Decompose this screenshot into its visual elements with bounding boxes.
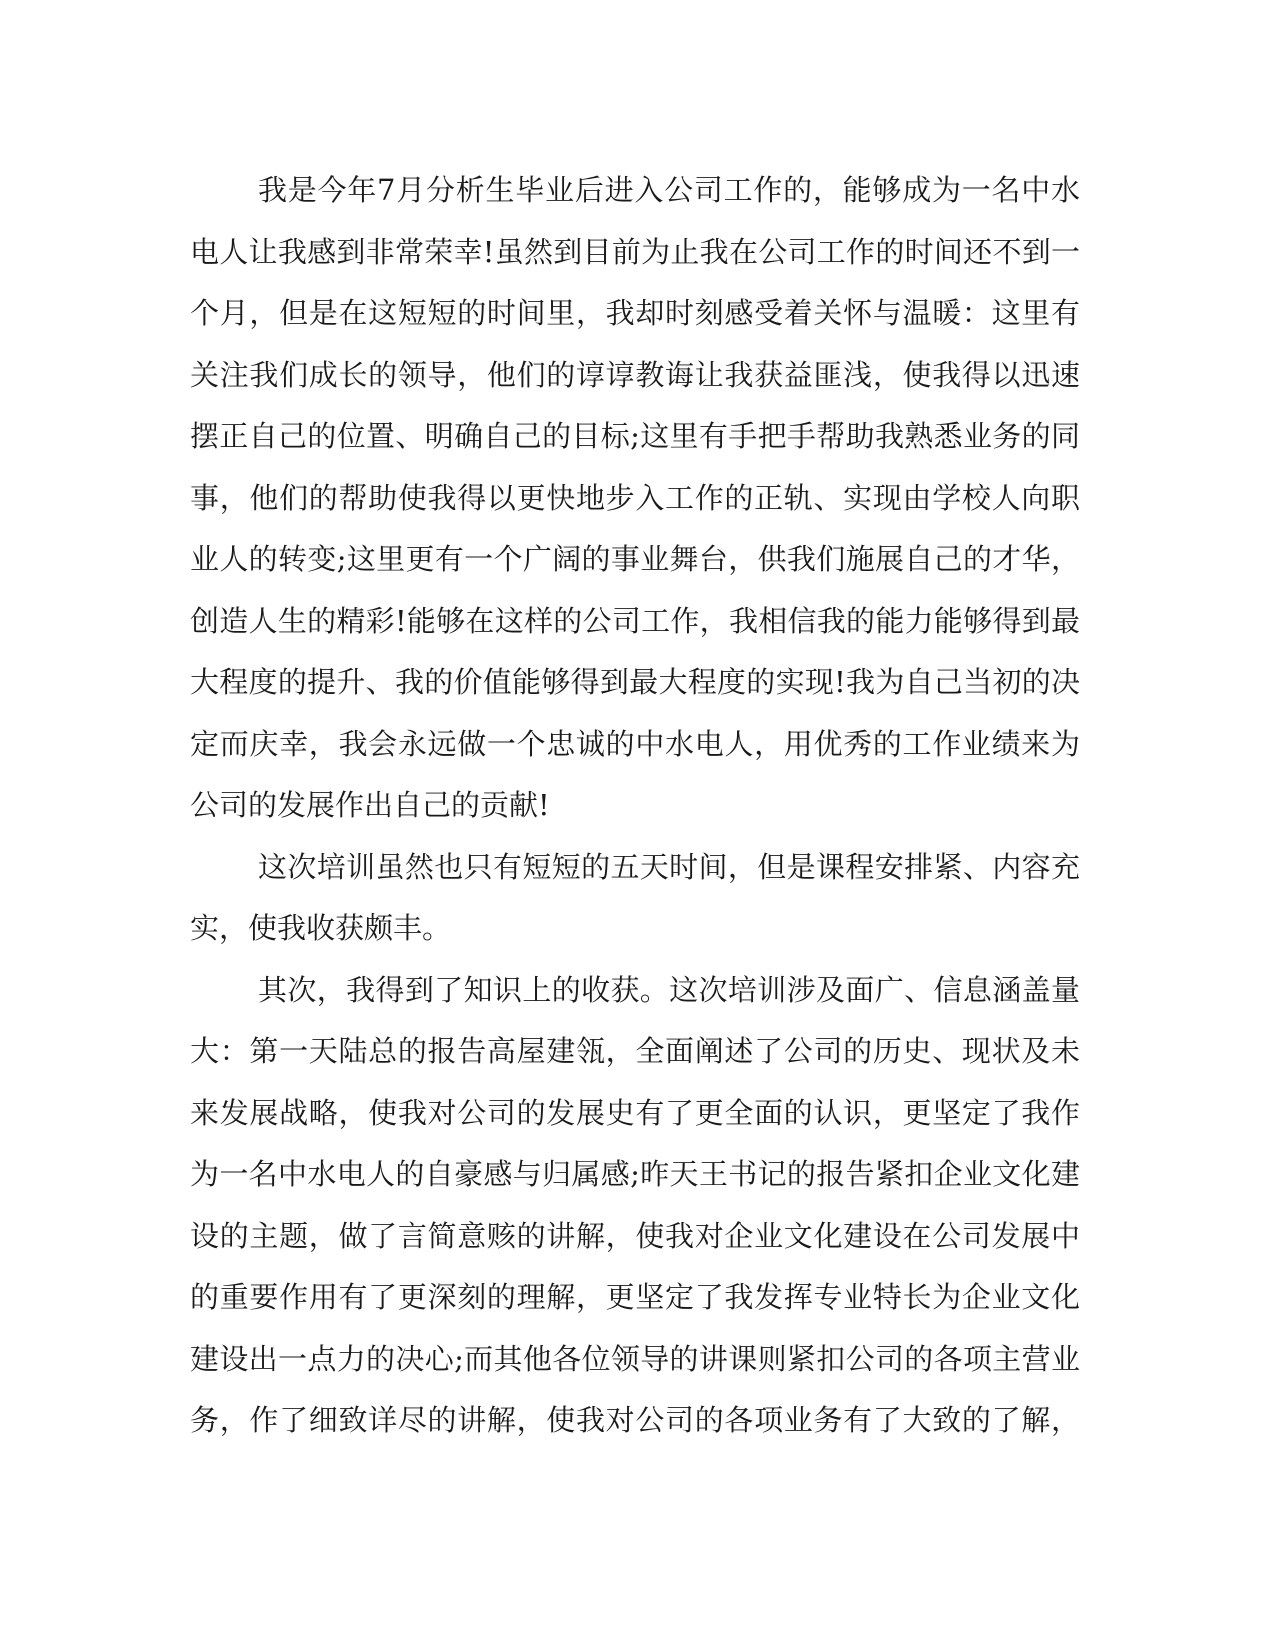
text-line: 建设出一点力的决心;而其他各位领导的讲课则紧扣公司的各项主营业 [190, 1341, 1080, 1376]
text-line: 实，使我收获颇丰。 [190, 911, 452, 945]
text-line: 摆正自己的位置、明确自己的目标;这里有手把手帮助我熟悉业务的同 [190, 419, 1080, 453]
text-line: 设的主题，做了言简意赅的讲解，使我对企业文化建设在公司发展中 [190, 1218, 1080, 1253]
text-line: 公司的发展作出自己的贡献! [190, 788, 550, 822]
text-line: 大程度的提升、我的价值能够得到最大程度的实现!我为自己当初的决 [190, 665, 1080, 699]
text-line: 业人的转变;这里更有一个广阔的事业舞台，供我们施展自己的才华， [190, 542, 1080, 576]
text-line: 我是今年7月分析生毕业后进入公司工作的，能够成为一名中水 [258, 173, 1080, 207]
text-line: 关注我们成长的领导，他们的谆谆教诲让我获益匪浅，使我得以迅速 [190, 357, 1080, 392]
paragraph-2 [190, 837, 1080, 960]
text-line: 定而庆幸，我会永远做一个忠诚的中水电人，用优秀的工作业绩来为 [190, 726, 1080, 761]
text-line: 电人让我感到非常荣幸!虽然到目前为止我在公司工作的时间还不到一 [190, 234, 1080, 269]
text-line: 为一名中水电人的自豪感与归属感;昨天王书记的报告紧扣企业文化建 [190, 1157, 1080, 1191]
text-line: 这次培训虽然也只有短短的五天时间，但是课程安排紧、内容充 [258, 849, 1080, 884]
document-body [190, 160, 1080, 1452]
text-line: 个月，但是在这短短的时间里，我却时刻感受着关怀与温暖：这里有 [190, 296, 1080, 330]
text-line: 务，作了细致详尽的讲解，使我对公司的各项业务有了大致的了解， [190, 1403, 1080, 1437]
text-line: 大：第一天陆总的报告高屋建瓴，全面阐述了公司的历史、现状及未 [190, 1034, 1080, 1068]
paragraph-1 [190, 160, 1080, 837]
text-line: 的重要作用有了更深刻的理解，更坚定了我发挥专业特长为企业文化 [190, 1280, 1080, 1314]
text-line: 创造人生的精彩!能够在这样的公司工作，我相信我的能力能够得到最 [190, 603, 1080, 638]
text-line: 事，他们的帮助使我得以更快地步入工作的正轨、实现由学校人向职 [190, 480, 1080, 515]
text-line: 来发展战略，使我对公司的发展史有了更全面的认识，更坚定了我作 [190, 1095, 1080, 1130]
paragraph-3 [190, 960, 1080, 1452]
text-line: 其次，我得到了知识上的收获。这次培训涉及面广、信息涵盖量 [258, 972, 1080, 1007]
